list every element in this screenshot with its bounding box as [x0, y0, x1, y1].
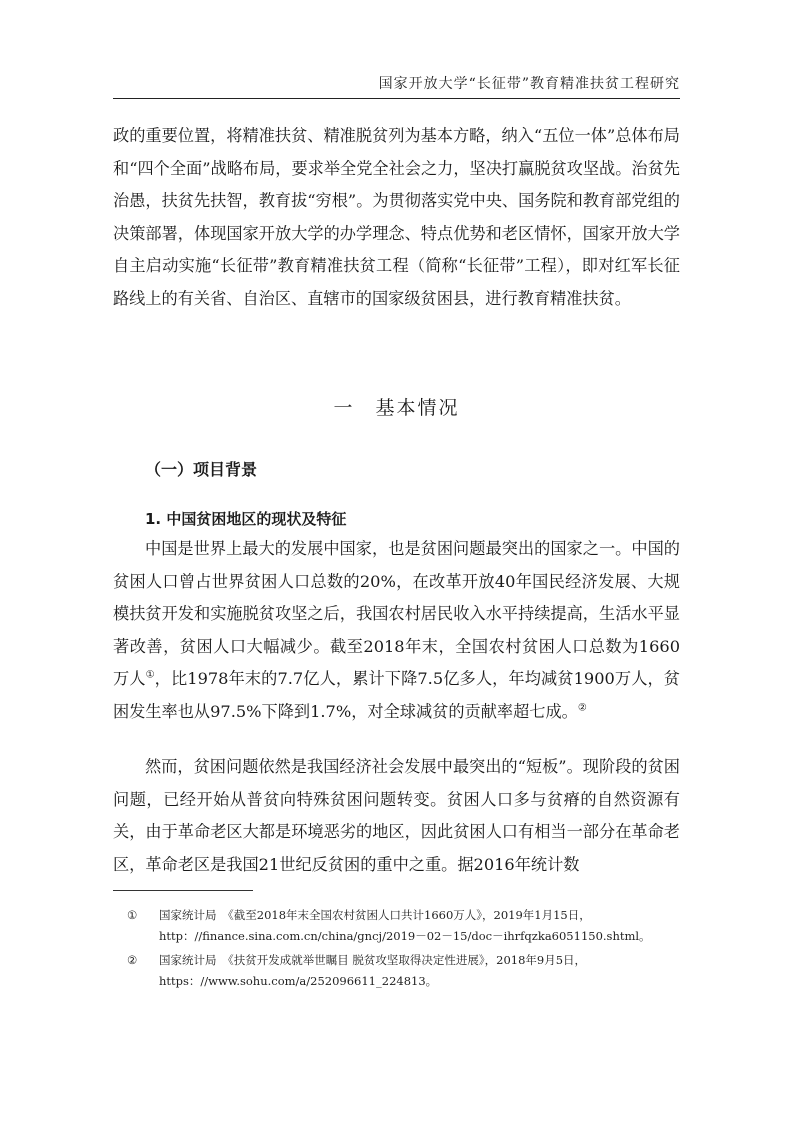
- footnote-1: [113, 905, 680, 947]
- header-rule: [113, 98, 680, 99]
- footnote-divider: [113, 890, 253, 891]
- subsection-title: （一）项目背景: [145, 460, 258, 479]
- section-title: 一 基本情况: [333, 397, 460, 419]
- footnote-citation: 国家统计局 《截至2018年末全国农村贫困人口共计1660万人》，2019年1月15日，: [159, 908, 591, 922]
- footnotes: [113, 905, 680, 995]
- subsubsection-title: 1. 中国贫困地区的现状及特征: [145, 510, 347, 528]
- paragraph-shortboard: 然而，贫困问题依然是我国经济社会发展中最突出的“短板”。现阶段的贫困问题，已经开始从普贫向特殊贫困问题转变。贫困人口多与贫瘠的自然资源有关，由于革命老区大都是环境恶劣的地区，因此贫困人口有相当一部分在革命老区，革命老区是我国21世纪反贫困的重中之重。据2016年统计数: [113, 757, 680, 874]
- footnote-ref-2[interactable]: ②: [577, 702, 587, 714]
- footnote-citation: 国家统计局 《扶贫开发成就举世瞩目 脱贫攻坚取得决定性进展》，2018年9月5日，: [159, 953, 587, 967]
- footnote-link[interactable]: http：//finance.sina.com.cn/china/gncj/2019－02－15/doc－ihrfqzka6051150.shtml。: [159, 929, 651, 943]
- footnote-mark: ②: [127, 953, 138, 967]
- intro-paragraph: 政的重要位置，将精准扶贫、精准脱贫列为基本方略，纳入“五位一体”总体布局和“四个全面”战略布局，要求举全党全社会之力，坚决打赢脱贫攻坚战。治贫先治愚，扶贫先扶智，教育拔“穷根”。为贯彻落实党中央、国务院和教育部党组的决策部署，体现国家开放大学的办学理念、特点优势和老区情怀，国家开放大学自主启动实施“长征带”教育精准扶贫工程（简称“长征带”工程），即对红军长征路线上的有关省、自治区、直辖市的国家级贫困县，进行教育精准扶贫。: [113, 126, 680, 308]
- footnote-mark: ①: [127, 908, 138, 922]
- paragraph-text-b: ，比1978年末的7.7亿人，累计下降7.5亿多人，年均减贫1900万人，贫困发生率也从97.5%下降到1.7%，对全球减贫的贡献率超七成。: [113, 669, 680, 721]
- footnote-link[interactable]: https：//www.sohu.com/a/252096611_224813。: [159, 974, 438, 988]
- paragraph-poverty-status: [113, 533, 680, 728]
- paragraph-text-a: 中国是世界上最大的发展中国家，也是贫困问题最突出的国家之一。中国的贫困人口曾占世界贫困人口总数的20%，在改革开放40年国民经济发展、大规模扶贫开发和实施脱贫攻坚之后，我国农村居民收入水平持续提高，生活水平显著改善，贫困人口大幅减少。截至2018年末，全国农村贫困人口总数为1660万人: [113, 539, 680, 688]
- running-header: 国家开放大学“长征带”教育精准扶贫工程研究: [378, 76, 680, 92]
- footnote-2: [113, 950, 680, 992]
- footnote-ref-1[interactable]: ①: [145, 669, 155, 681]
